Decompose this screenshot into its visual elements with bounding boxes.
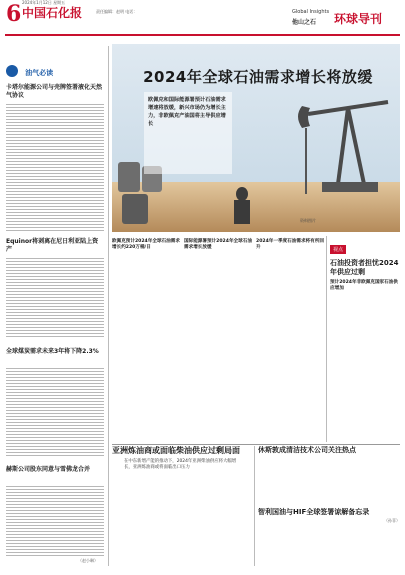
date-line: 2024年1月12日 星期五 (22, 0, 66, 5)
paper-name: 中国石化报 (22, 6, 83, 20)
editor-line: 责任编辑：赵明 电话： (96, 9, 138, 14)
right-sidebar (330, 236, 400, 442)
photo-caption: 资料图片 (300, 218, 316, 223)
subhead-2: 国际能源署预计2024年全球石油需求增长放缓 (184, 239, 252, 250)
section-tag-top: Global Insights (292, 9, 330, 15)
left-column (4, 46, 106, 566)
left-item3-title: 全球煤炭需求未来3年将下降2.3% (6, 348, 99, 355)
main-col1 (112, 236, 180, 254)
bottom-rule (112, 444, 400, 445)
masthead (0, 0, 405, 40)
masthead-rule (5, 34, 400, 36)
right-footer-editor: （孙菲） (384, 518, 400, 523)
subhead-3: 2024年一季度石油需求将有所回升 (256, 239, 324, 250)
bottom-right-headline2: 智利国油与HIF全球签署谅解备忘录 (258, 508, 370, 516)
section-tag-sub: 他山之石 (292, 19, 317, 26)
left-item1-title: 卡塔尔能源公司与壳牌签署液化天然气协议 (6, 84, 103, 99)
left-item1-text (6, 104, 104, 233)
left-divider (108, 46, 109, 566)
bottom-left-lead: 在中东新增产能的推动下，2024年亚洲柴油供应将大幅增长，亚洲炼油商或将面临出口压力 (124, 459, 237, 470)
sidebar-badge: 视点 (330, 245, 346, 254)
bottom-right-story1 (258, 446, 400, 455)
bottom-left-headline: 亚洲炼油商或面临柴油供应过剩局面 (112, 446, 240, 455)
badge-dot-icon (6, 65, 18, 77)
left-footer-editor: （赵小琳） (78, 558, 98, 563)
sidebar-subhead: 预计2024年非欧佩克国家石油供应增加 (330, 280, 398, 291)
left-item4-title: 赫斯公司股东同意与雪佛龙合并 (6, 466, 91, 473)
main-col3 (256, 236, 326, 254)
bottom-left-story (112, 446, 252, 568)
lead-box (144, 92, 232, 174)
section-title: 环球导刊 (334, 12, 383, 26)
main-headline: 2024年全球石油需求增长将放缓 (143, 68, 373, 86)
main-body (112, 236, 326, 442)
left-item2-text (6, 258, 104, 339)
page-number: 6 (6, 1, 22, 27)
sidebar-title: 石油投资者担忧2024年供应过剩 (330, 259, 399, 276)
left-item3-text (6, 368, 104, 458)
left-item4-text (6, 486, 104, 558)
bottom-right-story2 (258, 508, 400, 524)
left-badge-label: 油气必读 (25, 69, 54, 77)
bottom-right-headline1: 休斯敦成清洁技术公司关注热点 (258, 446, 356, 454)
sidebar-divider (326, 236, 327, 442)
bottom-divider (254, 446, 255, 566)
main-col2 (184, 236, 252, 254)
lead-text: 欧佩克和国际能源署预计石油需求增速将放缓，新兴市场仍为增长主力，非欧佩克产油国将主导供应增长 (148, 97, 226, 127)
subhead-1: 欧佩克预计2024年全球石油需求增长约220万桶/日 (112, 239, 180, 250)
left-badge (6, 62, 53, 81)
left-item2-title: Equinor将剥离在尼日利亚陆上资产 (6, 238, 99, 253)
